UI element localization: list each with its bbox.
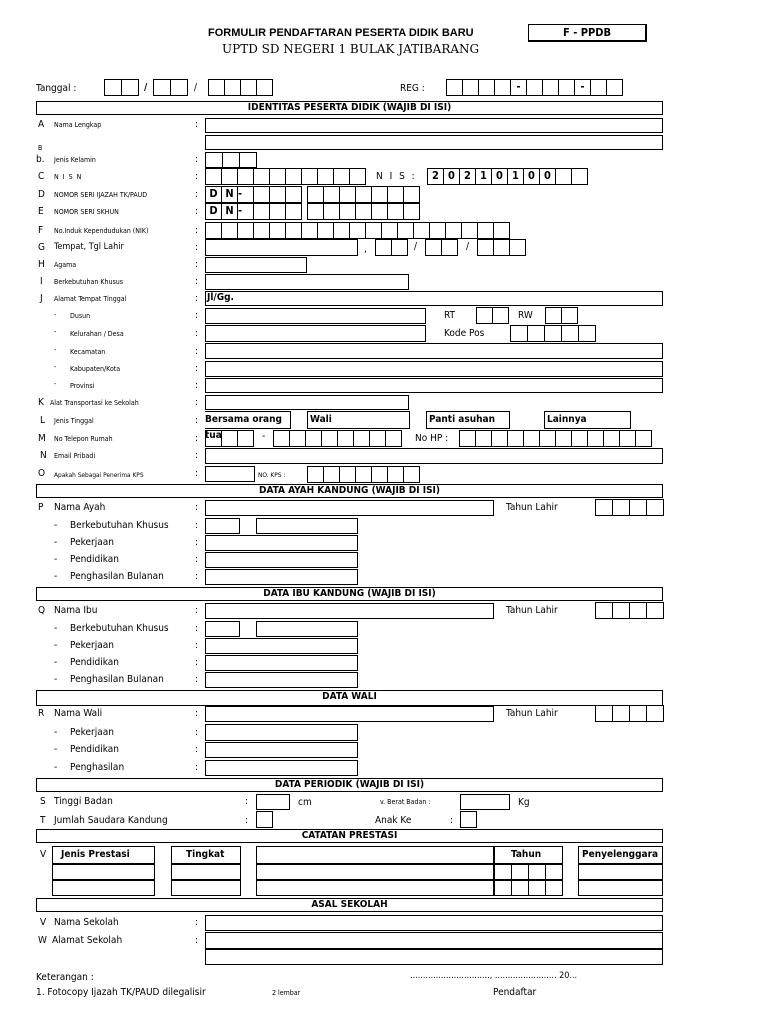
ibu-pendidikan-input[interactable]	[205, 655, 358, 671]
dash: -	[54, 762, 58, 773]
jenis-kelamin-label: Jenis Kelamin	[54, 156, 96, 164]
ibu-penghasilan-input[interactable]	[205, 672, 358, 688]
colon: :	[195, 293, 199, 304]
row-letter: J	[40, 293, 43, 304]
ayah-pendidikan-label: Pendidikan	[70, 554, 119, 565]
reg-label: REG :	[400, 83, 425, 94]
colon: :	[195, 554, 199, 565]
skhun-cells-2[interactable]	[307, 203, 420, 220]
tahun-ibu-cells[interactable]	[595, 602, 664, 619]
tanggal-year[interactable]	[208, 79, 273, 96]
nik-cells[interactable]	[205, 222, 510, 239]
ayah-pekerjaan-label: Pekerjaan	[70, 537, 114, 548]
dusun-input[interactable]	[205, 308, 426, 324]
colon: :	[195, 415, 199, 426]
keterangan-label: Keterangan :	[36, 972, 94, 983]
ijazah-cells-2[interactable]	[307, 186, 420, 203]
comma: ,	[364, 244, 367, 255]
section-wali: DATA WALI	[36, 690, 663, 706]
colon: :	[195, 433, 199, 444]
nik-label: No.Induk Kependudukan (NIK)	[54, 227, 149, 235]
colon: :	[195, 605, 199, 616]
option-wali[interactable]: Wali	[307, 411, 410, 429]
nohp-label: No HP :	[415, 433, 449, 444]
colon: :	[195, 380, 199, 391]
row-letter: T	[40, 815, 46, 826]
ibu-khusus-input[interactable]	[205, 621, 240, 637]
section-ibu: DATA IBU KANDUNG (WAJIB DI ISI)	[36, 587, 663, 601]
colon: :	[195, 450, 199, 461]
colon: :	[195, 674, 199, 685]
nisn-cells[interactable]	[205, 168, 366, 185]
nis-cells[interactable]: 2 0 2 1 0 1 0 0	[427, 168, 588, 185]
row-letter: V	[40, 849, 47, 860]
colon: :	[195, 397, 199, 408]
tahun-lahir-label: Tahun Lahir	[506, 605, 558, 616]
ayah-pendidikan-input[interactable]	[205, 552, 358, 568]
bullet: -	[54, 363, 57, 371]
kelurahan-input[interactable]	[205, 325, 426, 342]
slash: /	[414, 241, 418, 252]
kps-no-label: NO. KPS :	[258, 471, 286, 479]
tahun-ayah-cells[interactable]	[595, 499, 664, 516]
dash: -	[54, 554, 58, 565]
telepon-area[interactable]	[205, 430, 254, 447]
wali-pendidikan-input[interactable]	[205, 742, 358, 758]
row-letter: E	[38, 206, 44, 217]
colon: :	[195, 623, 199, 634]
agama-input[interactable]	[205, 257, 307, 273]
nama-ibu-label: Nama Ibu	[54, 605, 98, 616]
rw-label: RW	[518, 310, 533, 321]
prestasi-tahun-cells[interactable]	[494, 864, 563, 880]
alamat-sekolah-input[interactable]	[205, 932, 663, 949]
tempat-lahir-input[interactable]	[205, 239, 358, 256]
jenis-tinggal-label: Jenis Tinggal	[54, 417, 94, 425]
colon: :	[195, 154, 199, 165]
rt-cells[interactable]	[476, 307, 509, 324]
anak-ke-label: Anak Ke	[375, 815, 412, 826]
colon: :	[195, 744, 199, 755]
row-letter: D	[38, 189, 45, 200]
kecamatan-input[interactable]	[205, 343, 663, 359]
ibu-penghasilan-label: Penghasilan Bulanan	[70, 674, 164, 685]
colon: :	[195, 276, 199, 287]
row-letter: P	[38, 502, 44, 513]
alamat-input[interactable]: Jl/Gg.	[205, 291, 663, 306]
tanggal-label: Tanggal :	[36, 83, 77, 94]
email-label: Email Pribadi	[54, 452, 96, 460]
dash: -	[54, 657, 58, 668]
kabupaten-label: Kabupaten/Kota	[70, 365, 121, 373]
option-panti[interactable]: Panti asuhan	[426, 411, 510, 429]
row-letter: O	[38, 468, 46, 479]
ibu-pekerjaan-input[interactable]	[205, 638, 358, 654]
option-orang-tua[interactable]: Bersama orang tua	[205, 411, 291, 429]
prestasi-cell[interactable]	[256, 880, 494, 896]
nama-ayah-label: Nama Ayah	[54, 502, 106, 513]
row-letter: G	[38, 242, 45, 253]
ayah-penghasilan-input[interactable]	[205, 569, 358, 585]
colon: :	[450, 815, 454, 826]
colon: :	[195, 762, 199, 773]
colon: :	[195, 363, 199, 374]
colon: :	[195, 657, 199, 668]
saudara-input[interactable]	[256, 811, 273, 828]
tahun-lahir-label: Tahun Lahir	[506, 708, 558, 719]
tempat-lahir-label: Tempat, Tgl Lahir	[54, 242, 124, 252]
nis-label: N I S :	[376, 171, 417, 182]
bullet: -	[54, 346, 57, 354]
col-tahun: Tahun	[494, 846, 563, 864]
berkebutuhan-label: Berkebutuhan Khusus	[54, 278, 124, 286]
dash: -	[54, 744, 58, 755]
skhun-cells[interactable]: D N -	[205, 203, 302, 220]
wali-pendidikan-label: Pendidikan	[70, 744, 119, 755]
ayah-pekerjaan-input[interactable]	[205, 535, 358, 551]
alamat-sekolah-input-2[interactable]	[205, 949, 663, 965]
dash: -	[54, 623, 58, 634]
section-prestasi: CATATAN PRESTASI	[36, 829, 663, 843]
dash: -	[54, 674, 58, 685]
dash: -	[54, 727, 58, 738]
nama-ayah-input[interactable]	[205, 500, 494, 516]
prestasi-cell[interactable]	[52, 880, 155, 896]
colon: :	[195, 119, 199, 130]
wali-penghasilan-label: Penghasilan	[70, 762, 125, 773]
colon: :	[195, 727, 199, 738]
nohp-cells[interactable]	[459, 430, 652, 447]
row-letter: b.	[36, 154, 45, 165]
row-letter: F	[38, 225, 44, 236]
skhun-label: NOMOR SERI SKHUN	[54, 208, 119, 216]
prestasi-cell[interactable]	[578, 864, 663, 880]
ibu-khusus-label: Berkebutuhan Khusus	[70, 623, 169, 634]
row-letter: K	[38, 397, 44, 408]
col-jenis-prestasi: Jenis Prestasi	[52, 846, 155, 864]
dusun-label: Dusun	[70, 312, 91, 320]
form-title: FORMULIR PENDAFTARAN PESERTA DIDIK BARU	[208, 27, 474, 39]
colon: :	[195, 346, 199, 357]
form-code: F - PPDB	[528, 24, 647, 42]
ibu-khusus-input-2[interactable]	[256, 621, 358, 637]
row-letter: C	[38, 171, 45, 182]
nama-lengkap-label: Nama Lengkap	[54, 121, 102, 129]
nama-lengkap-input[interactable]	[205, 118, 663, 133]
row-letter: S	[40, 796, 46, 807]
date-line: ..............................., ........................ 20...	[410, 971, 578, 981]
wali-pekerjaan-input[interactable]	[205, 724, 358, 741]
bullet: -	[54, 380, 57, 388]
wali-pekerjaan-label: Pekerjaan	[70, 727, 114, 738]
kelurahan-label: Kelurahan / Desa	[70, 330, 124, 338]
dash: -	[54, 571, 58, 582]
nama-sekolah-label: Nama Sekolah	[54, 917, 119, 928]
nama-lengkap-input-2[interactable]	[205, 135, 663, 150]
section-identitas: IDENTITAS PESERTA DIDIK (WAJIB DI ISI)	[36, 101, 663, 115]
rt-label: RT	[444, 310, 456, 321]
provinsi-input[interactable]	[205, 378, 663, 393]
dash: -	[54, 537, 58, 548]
section-ayah: DATA AYAH KANDUNG (WAJIB DI ISI)	[36, 484, 663, 498]
bullet: -	[54, 328, 57, 336]
colon: :	[195, 571, 199, 582]
row-letter: L	[40, 415, 46, 426]
berat-label: v. Berat Badan :	[380, 798, 431, 806]
colon: :	[195, 917, 199, 928]
slash: /	[466, 241, 470, 252]
agama-label: Agama	[54, 261, 77, 269]
row-letter: Q	[38, 605, 46, 616]
colon: :	[195, 502, 199, 513]
kps-cells[interactable]	[307, 466, 420, 483]
prestasi-tahun-cells[interactable]	[494, 880, 563, 896]
colon: :	[195, 189, 199, 200]
nama-ibu-input[interactable]	[205, 603, 494, 619]
colon: :	[195, 520, 199, 531]
kg-label: Kg	[518, 797, 530, 808]
saudara-label: Jumlah Saudara Kandung	[54, 815, 168, 826]
provinsi-label: Provinsi	[70, 382, 95, 390]
ayah-penghasilan-label: Penghasilan Bulanan	[70, 571, 164, 582]
section-sekolah: ASAL SEKOLAH	[36, 898, 663, 912]
tanggal-day[interactable]	[104, 79, 139, 96]
email-input[interactable]	[205, 448, 663, 464]
colon: :	[245, 815, 249, 826]
alamat-sekolah-label: Alamat Sekolah	[52, 935, 123, 946]
berkebutuhan-input[interactable]	[205, 274, 409, 290]
row-letter: A	[38, 119, 45, 130]
prestasi-cell[interactable]	[171, 864, 241, 880]
colon: :	[195, 225, 199, 236]
tanggal-month[interactable]	[153, 79, 188, 96]
option-lainnya[interactable]: Lainnya	[544, 411, 631, 429]
ibu-pendidikan-label: Pendidikan	[70, 657, 119, 668]
section-periodik: DATA PERIODIK (WAJIB DI ISI)	[36, 778, 663, 792]
wali-penghasilan-input[interactable]	[205, 760, 358, 776]
slash-2: /	[194, 82, 198, 93]
colon: :	[195, 171, 199, 182]
colon: :	[245, 796, 249, 807]
alamat-label: Alamat Tempat Tinggal	[54, 295, 127, 303]
row-letter: V	[40, 917, 47, 928]
tgl-year[interactable]	[477, 239, 526, 256]
row-letter: H	[38, 259, 45, 270]
lembar-note: 2 lembar	[272, 989, 301, 997]
row-letter: W	[38, 935, 47, 946]
prestasi-cell[interactable]	[52, 864, 155, 880]
colon: :	[195, 310, 199, 321]
tahun-lahir-label: Tahun Lahir	[506, 502, 558, 513]
nisn-label: N I S N	[54, 173, 83, 181]
kecamatan-label: Kecamatan	[70, 348, 106, 356]
pendaftar-label: Pendaftar	[493, 987, 537, 998]
dash: -	[54, 640, 58, 651]
tahun-wali-cells[interactable]	[595, 705, 664, 722]
ayah-khusus-label: Berkebutuhan Khusus	[70, 520, 169, 531]
tgl-day[interactable]	[375, 239, 408, 256]
row-letter: I	[40, 276, 43, 287]
colon: :	[195, 708, 199, 719]
prestasi-cell[interactable]	[256, 864, 494, 880]
prestasi-cell[interactable]	[171, 880, 241, 896]
transportasi-input[interactable]	[205, 395, 409, 410]
cm-label: cm	[298, 797, 312, 808]
nama-wali-label: Nama Wali	[54, 708, 103, 719]
ijazah-label: NOMOR SERI IJAZAH TK/PAUD	[54, 191, 148, 199]
anak-ke-input[interactable]	[460, 811, 477, 828]
dash: -	[54, 520, 58, 531]
kodepos-cells[interactable]	[510, 325, 596, 342]
row-letter: M	[38, 433, 46, 444]
colon: :	[195, 242, 199, 253]
telepon-number[interactable]	[273, 430, 402, 447]
col-tingkat: Tingkat	[171, 846, 241, 864]
col-penyelenggara: Penyelenggara	[578, 846, 663, 864]
nama-sekolah-input[interactable]	[205, 915, 663, 931]
ibu-pekerjaan-label: Pekerjaan	[70, 640, 114, 651]
keterangan-item-1: 1. Fotocopy Ijazah TK/PAUD dilegalisir	[36, 987, 206, 998]
row-letter: B	[38, 144, 43, 152]
colon: :	[195, 259, 199, 270]
prestasi-cell[interactable]	[578, 880, 663, 896]
jenis-kelamin-cells[interactable]	[205, 152, 257, 168]
tinggi-input[interactable]	[256, 794, 290, 810]
kps-answer[interactable]	[205, 466, 255, 482]
slash-1: /	[144, 82, 148, 93]
colon: :	[195, 468, 199, 479]
col-nama	[256, 846, 494, 864]
kabupaten-input[interactable]	[205, 361, 663, 377]
kodepos-label: Kode Pos	[444, 328, 485, 339]
ijazah-cells[interactable]: D N -	[205, 186, 302, 203]
row-letter: N	[40, 450, 47, 461]
dash: -	[262, 431, 266, 442]
colon: :	[195, 328, 199, 339]
bullet: -	[54, 311, 57, 319]
ayah-khusus-input[interactable]	[205, 518, 240, 534]
tgl-month[interactable]	[425, 239, 458, 256]
tinggi-label: Tinggi Badan	[54, 796, 113, 807]
ayah-khusus-input-2[interactable]	[256, 518, 358, 534]
school-name: UPTD SD NEGERI 1 BULAK JATIBARANG	[222, 42, 480, 56]
rw-cells[interactable]	[545, 307, 578, 324]
row-letter: R	[38, 708, 45, 719]
nama-wali-input[interactable]	[205, 706, 494, 722]
berat-input[interactable]	[460, 794, 510, 810]
transportasi-label: Alat Transportasi ke Sekolah	[50, 399, 139, 407]
colon: :	[195, 935, 199, 946]
colon: :	[195, 206, 199, 217]
reg-cells[interactable]: - -	[446, 79, 623, 96]
colon: :	[195, 640, 199, 651]
kps-question-label: Apakah Sebagai Penerima KPS	[54, 471, 144, 479]
telepon-label: No Telepon Rumah	[54, 435, 113, 443]
colon: :	[195, 537, 199, 548]
